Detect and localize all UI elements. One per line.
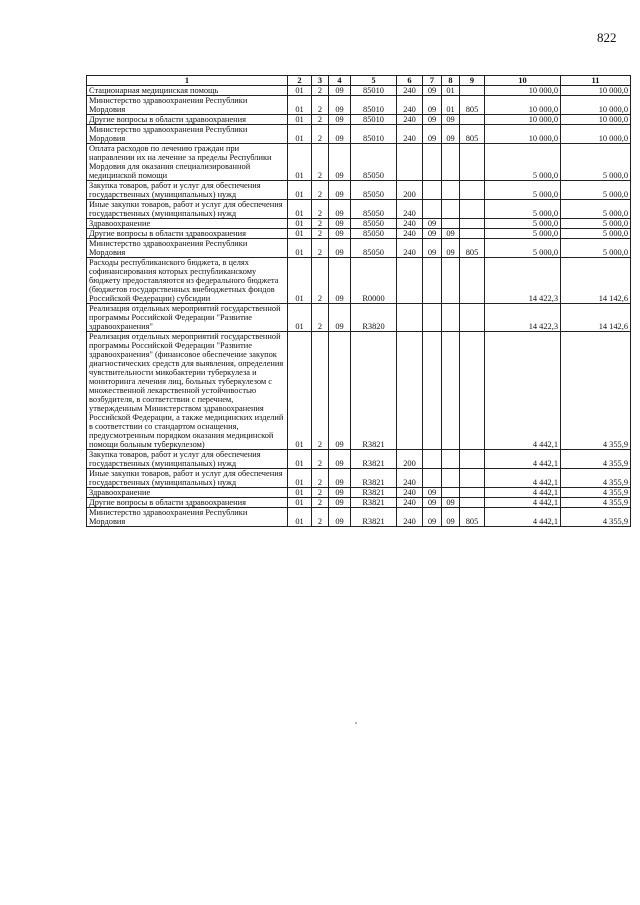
row-name-cell: Министерство здравоохранения Республики Мордовия [87,508,288,527]
col-7-cell: 09 [423,86,442,96]
col-7-cell [423,258,442,304]
col-4-cell: 09 [329,181,351,200]
col-2-cell: 01 [288,488,312,498]
col-5-cell: 85010 [351,115,397,125]
col-11-cell: 5 000,0 [561,181,631,200]
col-3-cell: 2 [312,498,329,508]
col-9-cell [460,450,485,469]
col-5-cell: R3821 [351,469,397,488]
col-4-cell: 09 [329,229,351,239]
col-5-cell: R3821 [351,450,397,469]
col-11-cell: 4 355,9 [561,508,631,527]
col-10-cell: 5 000,0 [485,144,561,181]
col-11-cell: 5 000,0 [561,229,631,239]
col-8-cell: 09 [442,115,460,125]
col-10-cell: 5 000,0 [485,239,561,258]
col-11-cell: 14 142,6 [561,304,631,332]
col-11-cell: 4 355,9 [561,498,631,508]
col-8-cell [442,304,460,332]
header-row [87,76,631,86]
col-6-cell [397,144,423,181]
row-name-cell: Расходы республиканского бюджета, в целях софинансирования которых республиканскому бюджету предоставляются из федерального бюджета (бюджетов государственных внебюджетных фондов Российской Федерации) субсидии [87,258,288,304]
col-10-cell: 14 422,3 [485,258,561,304]
col-11-cell: 14 142,6 [561,258,631,304]
col-8-cell [442,181,460,200]
col-9-cell: 805 [460,508,485,527]
table-row [87,125,631,144]
col-2-cell: 01 [288,508,312,527]
col-4-cell: 09 [329,304,351,332]
col-6-cell: 240 [397,498,423,508]
col-8-cell [442,219,460,229]
col-8-cell: 09 [442,239,460,258]
col-3-cell: 2 [312,469,329,488]
row-name-cell: Другие вопросы в области здравоохранения [87,115,288,125]
col-7-cell [423,469,442,488]
col-11-cell: 10 000,0 [561,96,631,115]
col-7-cell [423,304,442,332]
col-9-cell [460,229,485,239]
col-2-cell: 01 [288,258,312,304]
col-9-cell [460,219,485,229]
col-10-cell: 10 000,0 [485,96,561,115]
col-2-cell: 01 [288,86,312,96]
col-10-cell: 5 000,0 [485,229,561,239]
col-11-cell: 5 000,0 [561,239,631,258]
col-11-cell: 10 000,0 [561,125,631,144]
col-8-cell [442,144,460,181]
col-7-cell: 09 [423,239,442,258]
col-10-cell: 5 000,0 [485,200,561,219]
row-name-cell: Реализация отдельных мероприятий государственной программы Российской Федерации "Развитие здравоохранения" (финансовое обеспечение закупок диагностических средств для выявления, определения чувствительности микобактерии туберкулеза и мониторинга лечения лиц, больных туберкулезом с множественной лекарственной устойчивостью возбудителя, в соответствии с перечнем, утвержденным Министерством здравоохранения Российской Федерации, а также медицинских изделий в соответствии со стандартом оснащения, предусмотренным порядком оказания медицинской помощи больным туберкулезом) [87,332,288,450]
col-9-cell [460,144,485,181]
col-10-cell: 10 000,0 [485,86,561,96]
col-4-cell: 09 [329,498,351,508]
col-9-cell [460,304,485,332]
col-7-cell: 09 [423,229,442,239]
col-10-cell: 10 000,0 [485,115,561,125]
col-9-cell: 805 [460,125,485,144]
col-3-cell: 2 [312,200,329,219]
col-8-cell: 01 [442,96,460,115]
col-10-cell: 5 000,0 [485,181,561,200]
col-5-cell: 85050 [351,200,397,219]
col-4-cell: 09 [329,332,351,450]
col-8-cell: 09 [442,508,460,527]
col-2-cell: 01 [288,498,312,508]
table-row [87,508,631,527]
col-7-cell: 09 [423,498,442,508]
col-6-cell: 240 [397,239,423,258]
col-7-cell: 09 [423,508,442,527]
col-7-cell: 09 [423,115,442,125]
column-header: 4 [329,76,351,86]
col-3-cell: 2 [312,144,329,181]
table-row [87,96,631,115]
col-3-cell: 2 [312,239,329,258]
col-8-cell [442,469,460,488]
table-row [87,144,631,181]
col-9-cell [460,258,485,304]
col-2-cell: 01 [288,332,312,450]
col-7-cell [423,200,442,219]
table-row [87,219,631,229]
col-4-cell: 09 [329,488,351,498]
col-8-cell: 01 [442,86,460,96]
col-5-cell: R3821 [351,332,397,450]
column-header: 3 [312,76,329,86]
col-2-cell: 01 [288,181,312,200]
col-5-cell: R3821 [351,498,397,508]
column-header: 8 [442,76,460,86]
col-3-cell: 2 [312,181,329,200]
col-10-cell: 14 422,3 [485,304,561,332]
col-7-cell: 09 [423,219,442,229]
col-2-cell: 01 [288,115,312,125]
row-name-cell: Министерство здравоохранения Республики Мордовия [87,125,288,144]
col-6-cell: 240 [397,115,423,125]
col-5-cell: 85050 [351,181,397,200]
col-7-cell [423,144,442,181]
col-2-cell: 01 [288,229,312,239]
col-7-cell: 09 [423,125,442,144]
col-5-cell: 85010 [351,96,397,115]
col-6-cell: 240 [397,488,423,498]
col-8-cell: 09 [442,229,460,239]
row-name-cell: Стационарная медицинская помощь [87,86,288,96]
col-3-cell: 2 [312,86,329,96]
col-6-cell: 240 [397,508,423,527]
col-5-cell: 85050 [351,144,397,181]
table-row [87,469,631,488]
column-header: 9 [460,76,485,86]
col-2-cell: 01 [288,304,312,332]
col-9-cell [460,181,485,200]
table-row [87,229,631,239]
column-header: 1 [87,76,288,86]
col-9-cell [460,200,485,219]
col-6-cell: 200 [397,450,423,469]
col-4-cell: 09 [329,239,351,258]
col-4-cell: 09 [329,144,351,181]
row-name-cell: Оплата расходов по лечению граждан при направлении их на лечение за пределы Республики Мордовия для оказания специализированной медицинской помощи [87,144,288,181]
column-header: 11 [561,76,631,86]
col-11-cell: 4 355,9 [561,332,631,450]
row-name-cell: Закупка товаров, работ и услуг для обеспечения государственных (муниципальных) нужд [87,450,288,469]
table-row [87,115,631,125]
col-9-cell: 805 [460,239,485,258]
col-8-cell [442,200,460,219]
col-3-cell: 2 [312,115,329,125]
row-name-cell: Другие вопросы в области здравоохранения [87,498,288,508]
col-5-cell: R3821 [351,508,397,527]
col-2-cell: 01 [288,200,312,219]
col-10-cell: 10 000,0 [485,125,561,144]
table-row [87,332,631,450]
col-8-cell [442,488,460,498]
row-name-cell: Другие вопросы в области здравоохранения [87,229,288,239]
col-8-cell: 09 [442,498,460,508]
column-header: 10 [485,76,561,86]
table-row [87,450,631,469]
col-2-cell: 01 [288,144,312,181]
col-7-cell [423,332,442,450]
scan-speck [355,722,357,724]
table-row [87,258,631,304]
col-10-cell: 4 442,1 [485,469,561,488]
table-row [87,304,631,332]
table-row [87,86,631,96]
col-2-cell: 01 [288,219,312,229]
col-9-cell [460,86,485,96]
col-9-cell [460,488,485,498]
col-11-cell: 4 355,9 [561,469,631,488]
col-3-cell: 2 [312,450,329,469]
col-4-cell: 09 [329,200,351,219]
row-name-cell: Министерство здравоохранения Республики Мордовия [87,96,288,115]
row-name-cell: Здравоохранение [87,488,288,498]
table-row [87,498,631,508]
col-3-cell: 2 [312,508,329,527]
col-3-cell: 2 [312,125,329,144]
col-2-cell: 01 [288,469,312,488]
column-header: 6 [397,76,423,86]
col-10-cell: 4 442,1 [485,508,561,527]
col-4-cell: 09 [329,219,351,229]
col-9-cell [460,332,485,450]
col-9-cell [460,469,485,488]
col-7-cell [423,181,442,200]
row-name-cell: Министерство здравоохранения Республики Мордовия [87,239,288,258]
col-6-cell [397,258,423,304]
col-5-cell: R3821 [351,488,397,498]
col-10-cell: 4 442,1 [485,332,561,450]
col-5-cell: 85010 [351,86,397,96]
col-3-cell: 2 [312,96,329,115]
row-name-cell: Реализация отдельных мероприятий государственной программы Российской Федерации "Развитие здравоохранения" [87,304,288,332]
col-6-cell: 240 [397,469,423,488]
col-3-cell: 2 [312,332,329,450]
col-7-cell: 09 [423,96,442,115]
column-header: 2 [288,76,312,86]
col-2-cell: 01 [288,239,312,258]
col-3-cell: 2 [312,304,329,332]
table-row [87,200,631,219]
col-3-cell: 2 [312,219,329,229]
col-4-cell: 09 [329,450,351,469]
col-4-cell: 09 [329,469,351,488]
row-name-cell: Иные закупки товаров, работ и услуг для обеспечения государственных (муниципальных) нужд [87,469,288,488]
col-9-cell [460,498,485,508]
row-name-cell: Закупка товаров, работ и услуг для обеспечения государственных (муниципальных) нужд [87,181,288,200]
column-header: 5 [351,76,397,86]
col-4-cell: 09 [329,115,351,125]
col-6-cell: 200 [397,181,423,200]
col-6-cell: 240 [397,86,423,96]
col-2-cell: 01 [288,125,312,144]
table-row [87,239,631,258]
col-8-cell [442,258,460,304]
col-6-cell: 240 [397,200,423,219]
col-10-cell: 4 442,1 [485,450,561,469]
col-7-cell: 09 [423,488,442,498]
col-11-cell: 10 000,0 [561,115,631,125]
col-11-cell: 10 000,0 [561,86,631,96]
col-4-cell: 09 [329,508,351,527]
row-name-cell: Здравоохранение [87,219,288,229]
col-6-cell: 240 [397,125,423,144]
col-3-cell: 2 [312,229,329,239]
col-4-cell: 09 [329,86,351,96]
table-body [87,86,631,527]
budget-table [86,75,631,527]
col-7-cell [423,450,442,469]
col-5-cell: 85050 [351,229,397,239]
col-4-cell: 09 [329,125,351,144]
col-6-cell: 240 [397,96,423,115]
page-number: 822 [597,30,617,45]
table-row [87,488,631,498]
column-header: 7 [423,76,442,86]
col-5-cell: 85050 [351,239,397,258]
col-6-cell [397,332,423,450]
col-5-cell: R3820 [351,304,397,332]
col-11-cell: 4 355,9 [561,488,631,498]
col-5-cell: 85050 [351,219,397,229]
col-8-cell [442,332,460,450]
col-5-cell: 85010 [351,125,397,144]
row-name-cell: Иные закупки товаров, работ и услуг для обеспечения государственных (муниципальных) нужд [87,200,288,219]
col-3-cell: 2 [312,488,329,498]
col-10-cell: 4 442,1 [485,488,561,498]
table-row [87,181,631,200]
col-9-cell: 805 [460,96,485,115]
col-2-cell: 01 [288,96,312,115]
col-6-cell: 240 [397,229,423,239]
col-4-cell: 09 [329,96,351,115]
col-11-cell: 5 000,0 [561,200,631,219]
col-2-cell: 01 [288,450,312,469]
col-6-cell: 240 [397,219,423,229]
col-4-cell: 09 [329,258,351,304]
col-10-cell: 5 000,0 [485,219,561,229]
col-8-cell [442,450,460,469]
col-8-cell: 09 [442,125,460,144]
col-11-cell: 5 000,0 [561,144,631,181]
col-11-cell: 5 000,0 [561,219,631,229]
col-5-cell: R0000 [351,258,397,304]
col-3-cell: 2 [312,258,329,304]
col-9-cell [460,115,485,125]
col-10-cell: 4 442,1 [485,498,561,508]
col-11-cell: 4 355,9 [561,450,631,469]
col-6-cell [397,304,423,332]
